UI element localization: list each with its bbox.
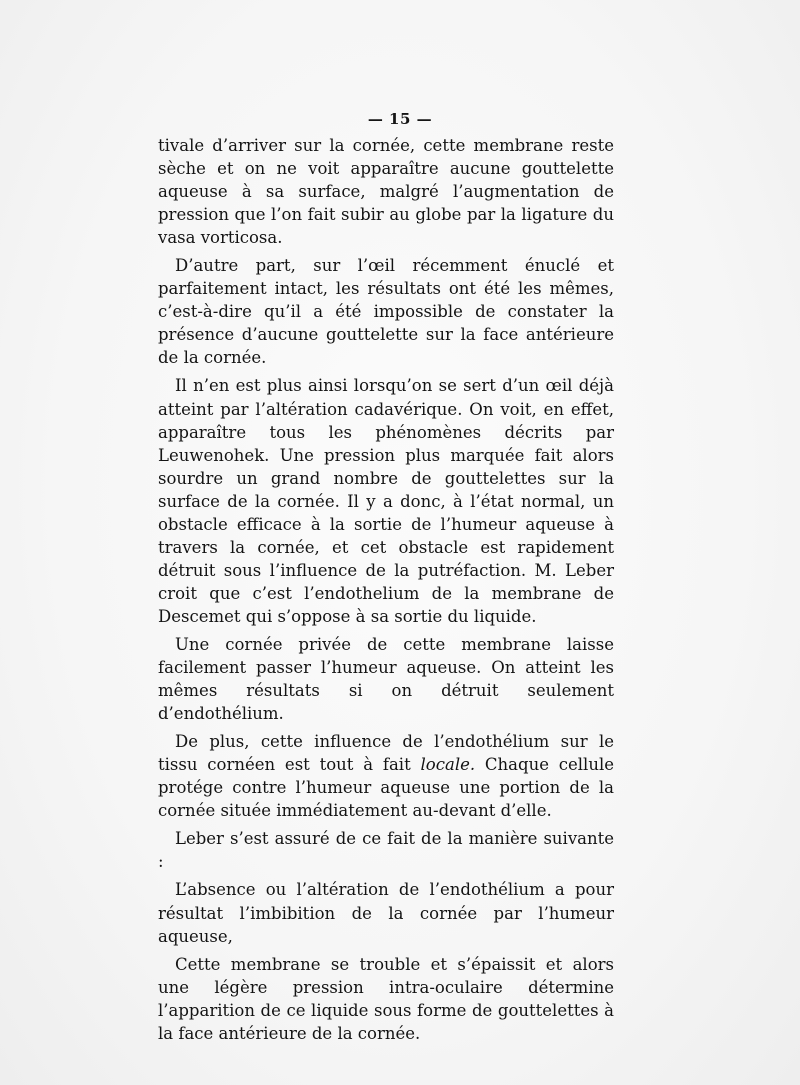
local-influence-text-end: Chaque cellule protége contre l’humeur aqueuse une portion de la cornée située immédiatement au-devant d’elle.: [158, 755, 614, 821]
local-influence-text-start: De plus, cette influence de l’endothélium sur le tissu cornéen est tout à fait: [158, 732, 614, 775]
page-number: — 15 —: [367, 110, 433, 128]
paragraph-cadaveric-alteration: Il n’en est plus ainsi lorsqu’on se sert d’un œil déjà atteint par l’altération cadavérique. On voit, en effet, apparaître tous les phénomènes décrits par Leuwenohek. Une pression plus marquée fait alors sourdre un grand nombre de gouttelettes sur la surface de la cornée. Il y a donc, à l’état normal, un obstacle efficace à la sortie de l’humeur aqueuse à travers la cornée, et cet obstacle est rapidement détruit sous l’influence de la putréfaction. M. Leber croit que c’est l’endothelium de la membrane de Descemet qui s’oppose à sa sortie du liquide.: [158, 376, 614, 626]
body-text: [158, 134, 614, 1050]
local-emphasis: locale.: [420, 755, 476, 775]
paragraph-cornea-without-membrane: Une cornée privée de cette membrane laisse facilement passer l’humeur aqueuse. On atteint les mêmes résultats si on détruit seulement d’endothélium.: [158, 634, 614, 724]
paragraph-leber-assurance: Leber s’est assuré de ce fait de la manière suivante :: [158, 829, 614, 872]
paragraph-absence-endothelium: L’absence ou l’altération de l’endothélium a pour résultat l’imbibition de la cornée par l’humeur aqueuse,: [158, 880, 614, 946]
paragraph-enucleated-eye: D’autre part, sur l’œil récemment énuclé et parfaitement intact, les résultats ont été les mêmes, c’est-à-dire qu’il a été impossible de constater la présence d’aucune gouttelette sur la face antérieure de la cornée.: [158, 256, 614, 368]
paragraph-continuation: tivale d’arriver sur la cornée, cette membrane reste sèche et on ne voit apparaître aucune gouttelette aqueuse à sa surface, malgré l’augmentation de pression que l’on fait subir au globe par la ligature du vasa vorticosa.: [158, 136, 614, 248]
paragraph-membrane-clouding: Cette membrane se trouble et s’épaissit et alors une légère pression intra-oculaire détermine l’apparition de ce liquide sous forme de gouttelettes à la face antérieure de la cornée.: [158, 954, 614, 1043]
paragraph-local-influence: [158, 730, 614, 822]
